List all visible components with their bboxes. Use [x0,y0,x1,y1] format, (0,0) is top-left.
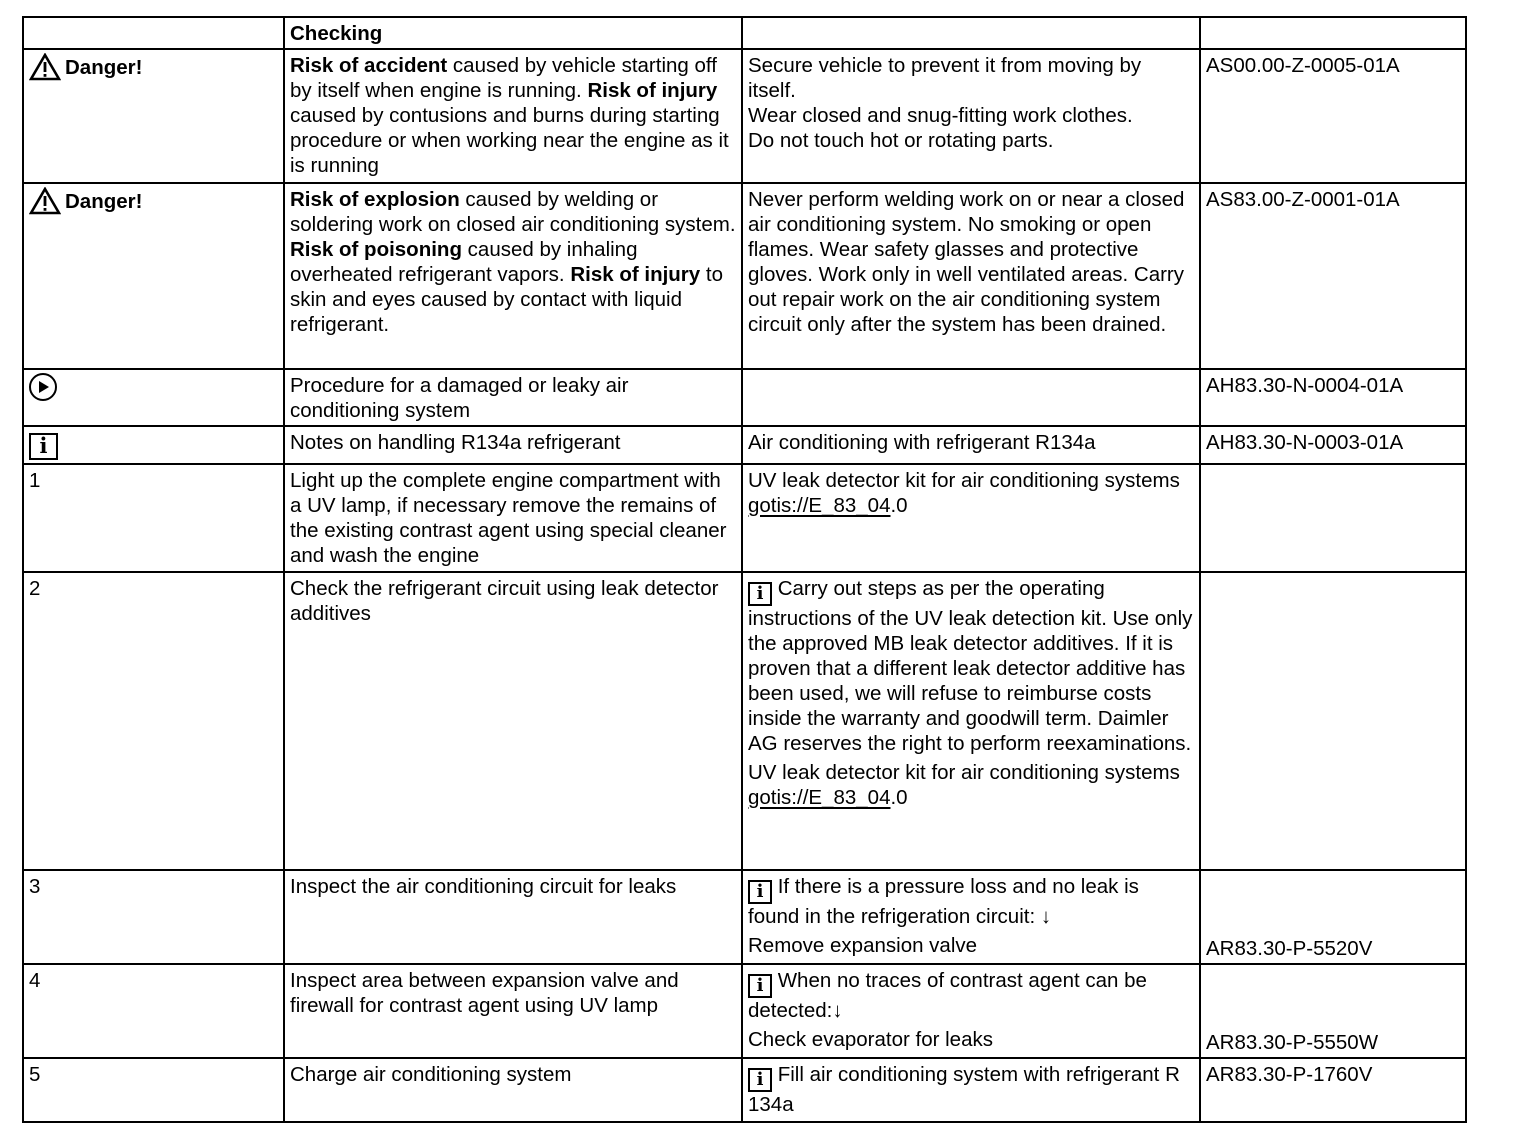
header-col3 [742,17,1200,49]
step-text: Light up the complete engine compartment with a UV lamp, if necessary remove the remains of the existing contrast agent using special cleaner and wash the engine [284,464,742,572]
step-row [23,964,1466,1058]
notes-measures: Air conditioning with refrigerant R134a [742,426,1200,464]
danger-label: Danger! [65,55,143,79]
step-number: 3 [23,870,284,964]
danger-row [23,49,1466,183]
document-reference[interactable]: AH83.30-N-0003-01A [1200,426,1466,464]
step-details [742,1058,1200,1122]
step-note-text: When no traces of contrast agent can be detected: [748,969,1147,1022]
step-details [742,464,1200,572]
procedure-text: Procedure for a damaged or leaky air conditioning system [284,369,742,426]
kit-link-wrap [748,785,1194,810]
step-row [23,1058,1466,1122]
kit-link-tail: .0 [890,494,908,517]
step-number: 5 [23,1058,284,1122]
safety-measures: Secure vehicle to prevent it from moving by itself. Wear closed and snug-fitting work clothes. Do not touch hot or rotating parts. [742,49,1200,183]
hazard-description [284,183,742,369]
info-icon: i [29,433,58,460]
document-reference-cell [1200,964,1466,1058]
step-action: Remove expansion valve [748,934,978,957]
danger-label-cell [23,49,284,183]
info-icon: i [748,974,772,998]
step-text: Inspect area between expansion valve and firewall for contrast agent using UV lamp [284,964,742,1058]
step-number: 4 [23,964,284,1058]
document-reference[interactable]: AS00.00-Z-0005-01A [1200,49,1466,183]
procedure-table [22,16,1467,1123]
step-number: 1 [23,464,284,572]
step-note-text: Fill air conditioning system with refrigerant R 134a [748,1063,1180,1116]
step-details [742,870,1200,964]
step-note-text: If there is a pressure loss and no leak is found in the refrigeration circuit: [748,875,1139,928]
header-col4 [1200,17,1466,49]
procedure-icon-cell [23,369,284,426]
kit-link-wrap [748,493,1194,518]
hazard-title: Risk of explosion [290,188,460,211]
step-row [23,870,1466,964]
notes-text: Notes on handling R134a refrigerant [284,426,742,464]
kit-link[interactable]: gotis://E_83_04 [748,494,891,517]
hazard-title: Risk of injury [587,79,718,102]
hazard-description [284,49,742,183]
header-title: Checking [284,17,742,49]
danger-label-cell [23,183,284,369]
step-number: 2 [23,572,284,870]
step-row [23,464,1466,572]
pointer-circle-icon [29,373,57,401]
hazard-text: caused by inhaling overheated refrigerant vapors. [290,238,638,286]
info-icon: i [748,1068,772,1092]
step-details [742,572,1200,870]
notes-row [23,426,1466,464]
header-col1 [23,17,284,49]
procedure-measures [742,369,1200,426]
step-note [748,968,1194,1023]
warning-triangle-icon [29,53,61,81]
hazard-text: caused by contusions and burns during starting procedure or when working near the engine as it is running [290,104,729,177]
document-reference[interactable]: AR83.30-P-5520V [1206,937,1373,960]
kit-link-tail: .0 [890,786,908,809]
step-note [748,874,1194,929]
document-reference[interactable]: AR83.30-P-5550W [1206,1031,1379,1054]
hazard-text: to skin and eyes caused by contact with liquid refrigerant. [290,263,723,336]
safety-measures: Never perform welding work on or near a closed air conditioning system. No smoking or open flames. Wear safety glasses and protective gloves. Work only in well ventilated areas. Carry out repair work on the air conditioning system circuit only after the system has been drained. [742,183,1200,369]
document-reference[interactable]: AR83.30-P-1760V [1200,1058,1466,1122]
step-details [742,964,1200,1058]
step-note [748,576,1194,756]
header-row [23,17,1466,49]
kit-name: UV leak detector kit for air conditioning systems [748,469,1180,492]
info-icon: i [748,880,772,904]
procedure-row [23,369,1466,426]
document-reference [1200,572,1466,870]
step-text: Inspect the air conditioning circuit for leaks [284,870,742,964]
danger-row [23,183,1466,369]
hazard-title: Risk of accident [290,54,448,77]
step-row [23,572,1466,870]
kit-name: UV leak detector kit for air conditioning systems [748,761,1180,784]
hazard-title: Risk of poisoning [290,238,462,261]
document-reference [1200,464,1466,572]
step-note [748,1062,1194,1117]
document-reference[interactable]: AH83.30-N-0004-01A [1200,369,1466,426]
danger-label: Danger! [65,189,143,213]
hazard-title: Risk of injury [570,263,701,286]
kit-link[interactable]: gotis://E_83_04 [748,786,891,809]
notes-icon-cell [23,426,284,464]
hazard-text: caused by welding or soldering work on closed air conditioning system. [290,188,736,236]
arrow-down-icon: ↓ [1040,905,1052,928]
step-text: Charge air conditioning system [284,1058,742,1122]
hazard-text: caused by vehicle starting off by itself when engine is running. [290,54,717,102]
warning-triangle-icon [29,187,61,215]
arrow-down-icon: ↓ [832,999,843,1022]
step-note-text: Carry out steps as per the operating instructions of the UV leak detection kit. Use only the approved MB leak detector additives. If it is proven that a different leak detector additive has been used, we will refuse to reimburse costs inside the warranty and goodwill term. Daimler AG reserves the right to perform reexaminations. [748,577,1193,755]
info-icon: i [748,582,772,606]
step-action: Check evaporator for leaks [748,1028,993,1051]
document-reference[interactable]: AS83.00-Z-0001-01A [1200,183,1466,369]
document-reference-cell [1200,870,1466,964]
step-text: Check the refrigerant circuit using leak detector additives [284,572,742,870]
